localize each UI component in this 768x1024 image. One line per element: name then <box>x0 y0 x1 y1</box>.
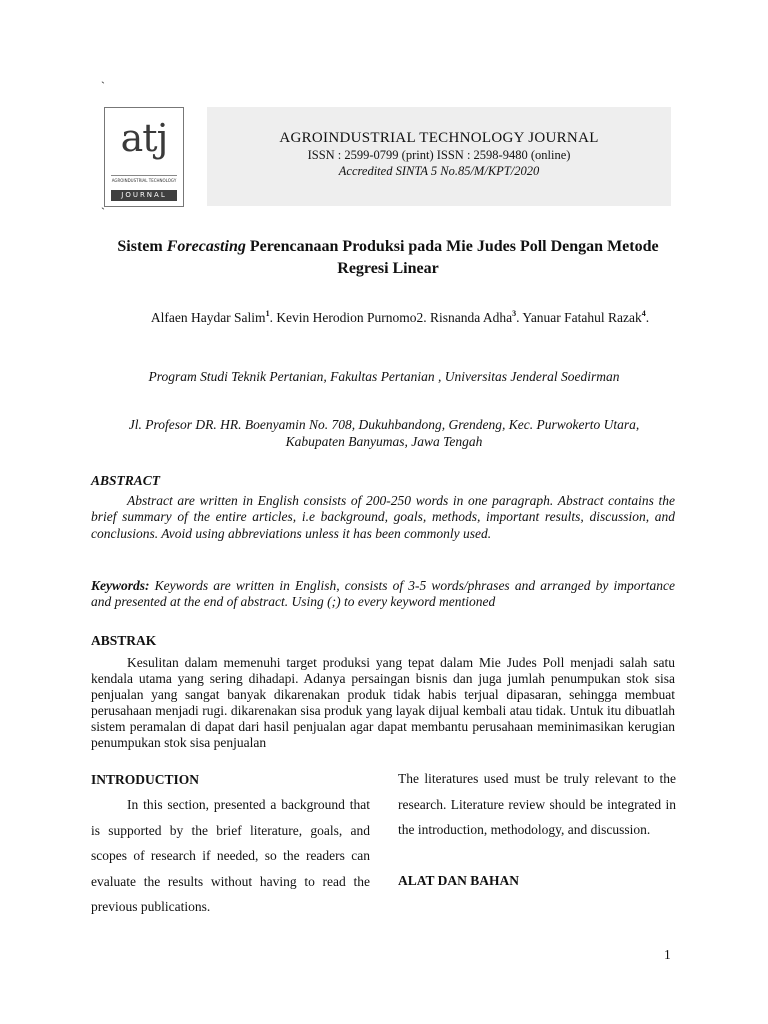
keywords-paragraph <box>91 578 675 611</box>
journal-banner <box>207 107 671 206</box>
stray-mark-top: ` <box>101 79 105 93</box>
affiliation: Program Studi Teknik Pertanian, Fakultas Pertanian , Universitas Jenderal Soedirman <box>148 369 620 384</box>
author-1: Alfaen Haydar Salim <box>150 310 266 325</box>
journal-logo <box>104 107 184 207</box>
abstrak-heading: ABSTRAK <box>91 633 157 648</box>
introduction-heading: INTRODUCTION <box>91 772 200 787</box>
author-3: Risnanda Adha <box>430 310 513 325</box>
title-italic-word: Forecasting <box>166 238 246 255</box>
logo-band: JOURNAL <box>111 190 177 201</box>
journal-accreditation: Accredited SINTA 5 No.85/M/KPT/2020 <box>338 164 540 178</box>
author-1-affiliation: 1 <box>265 309 270 318</box>
logo-letters: atj <box>120 116 168 160</box>
author-3-affiliation: 3 <box>512 309 517 318</box>
author-4: Yanuar Fatahul Razak <box>522 310 642 325</box>
paper-title <box>100 236 676 280</box>
author-4-separator: . <box>645 310 650 325</box>
abstract-heading: ABSTRACT <box>91 473 161 488</box>
logo-subtitle: AGROINDUSTRIAL TECHNOLOGY <box>111 178 177 183</box>
author-list <box>150 305 650 327</box>
page-number: 1 <box>664 947 671 962</box>
author-3-separator: . <box>516 310 523 325</box>
introduction-right-column: The literatures used must be truly relevant to the research. Literature review should be integrated in the introduction, methodology, and discussion. <box>398 771 676 838</box>
title-part-1: Sistem <box>117 238 167 255</box>
author-4-affiliation: 4 <box>641 309 646 318</box>
author-1-separator: . <box>269 310 277 325</box>
author-2: Kevin Herodion Purnomo2. <box>276 310 431 325</box>
address: Jl. Profesor DR. HR. Boenyamin No. 708, Dukuhbandong, Grendeng, Kec. Purwokerto Utara, Kabupaten Banyumas, Jawa Tengah <box>128 417 640 449</box>
journal-title: AGROINDUSTRIAL TECHNOLOGY JOURNAL <box>279 130 599 146</box>
introduction-body: In this section, presented a background that is supported by the brief literature, goals, and scopes of research if needed, so the readers can evaluate the results without having to read the previous publications. <box>91 797 370 915</box>
alat-dan-bahan-heading: ALAT DAN BAHAN <box>398 873 520 888</box>
title-part-2: Perencanaan Produksi pada Mie Judes Poll Dengan Metode Regresi Linear <box>245 238 659 277</box>
keywords-text: Keywords are written in English, consists of 3-5 words/phrases and arranged by importance and presented at the end of abstract. Using (;) to every keyword mentioned <box>91 578 675 610</box>
abstract-body: Abstract are written in English consists of 200-250 words in one paragraph. Abstract contains the brief summary of the entire articles, i.e background, goals, methods, important results, discussion, and conclusions. Avoid using abbreviations unless it has been commonly used. <box>91 493 675 541</box>
stray-mark-under-logo: ` <box>101 205 105 219</box>
keywords-label: Keywords: <box>91 578 150 593</box>
logo-divider <box>111 175 177 176</box>
journal-issn: ISSN : 2599-0799 (print) ISSN : 2598-9480 (online) <box>307 148 571 162</box>
abstrak-body: Kesulitan dalam memenuhi target produksi yang tepat dalam Mie Judes Poll menjadi salah satu kendala utama yang sering dihadapi. Adanya persaingan bisnis dan juga jumlah penumpukan stok sisa penjualan yang sangat banyak dikarenakan produk tidak habis terjual dipasaran, sehingga membuat perusahaan menjadi rugi. dikarenakan sisa produk yang layak dijual kembali atau tidak. Untuk itu dibuatlah sistem peramalan di dapat dari hasil penjualan agar dapat membantu perusahaan meminimasikan kerugian penumpukan stok sisa penjualan <box>91 655 675 750</box>
